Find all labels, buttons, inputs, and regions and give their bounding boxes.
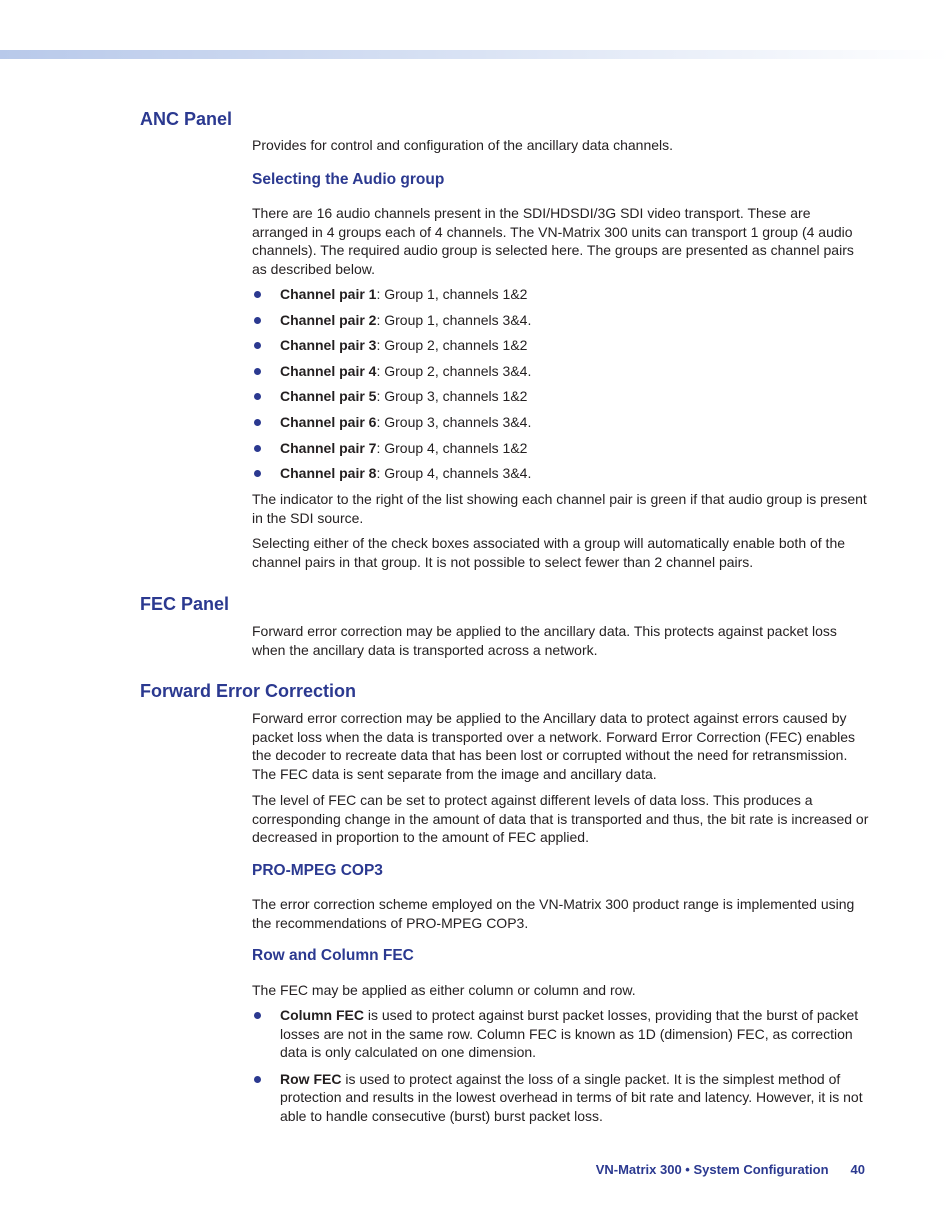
page-footer (560, 1162, 865, 1177)
bullet-icon (254, 393, 261, 400)
row-column-heading: Row and Column FEC (252, 947, 414, 964)
fec-type-label: Column FEC (280, 1007, 364, 1023)
channel-pair-text: : Group 3, channels 1&2 (376, 388, 528, 405)
fec-paragraph-2: The level of FEC can be set to protect against different levels of data loss. This produces a corresponding change in the amount of data that is transported and thus, the bit rate is increased or decreased in proportion to the amount of FEC applied. (252, 792, 869, 846)
list-item (252, 439, 870, 465)
list-item (252, 311, 870, 337)
fec-panel-paragraph: Forward error correction may be applied to the ancillary data. This protects against packet loss when the ancillary data is transported across a network. (252, 623, 837, 658)
channel-pair-text: : Group 4, channels 1&2 (376, 439, 528, 456)
channel-pair-label: Channel pair 1 (280, 286, 377, 302)
fec-paragraph-1: Forward error correction may be applied to the Ancillary data to protect against errors caused by packet loss when the data is transported over a network. Forward Error Correction (FEC) enables the decoder to recreate data that has been lost or corrupted without the need for retransmission. The FEC data is sent separate from the image and ancillary data. (252, 710, 856, 782)
channel-pair-label: Channel pair 4 (280, 362, 377, 379)
bullet-icon (254, 317, 261, 324)
row-column-paragraph: The FEC may be applied as either column or column and row. (252, 982, 636, 998)
header-gradient-band (0, 50, 950, 59)
bullet-icon (254, 342, 261, 349)
bullet-icon (254, 368, 261, 375)
fec-type-label: Row FEC (280, 1070, 342, 1087)
footer-title: VN-Matrix 300 • System Configuration (595, 1162, 829, 1177)
pro-mpeg-heading: PRO-MPEG COP3 (252, 862, 383, 879)
pro-mpeg-paragraph: The error correction scheme employed on the VN-Matrix 300 product range is implemented using the recommendations of PRO-MPEG COP3. (252, 896, 855, 931)
list-item (252, 285, 870, 311)
forward-error-correction-heading: Forward Error Correction (140, 681, 357, 701)
bullet-icon (254, 445, 261, 452)
list-item (252, 387, 870, 413)
indicator-paragraph: The indicator to the right of the list showing each channel pair is green if that audio group is present in the SDI source. (252, 491, 867, 526)
channel-pair-list (252, 285, 870, 490)
channel-pair-label: Channel pair 6 (280, 413, 377, 430)
bullet-icon (254, 1076, 261, 1083)
audio-group-heading: Selecting the Audio group (252, 171, 445, 188)
list-item (252, 362, 870, 388)
list-item (252, 336, 870, 362)
channel-pair-label: Channel pair 3 (280, 337, 377, 354)
bullet-icon (254, 419, 261, 426)
fec-type-text: is used to protect against the loss of a single packet. It is the simplest method of protection and results in the lowest overhead in terms of bit rate and latency. However, it is not able to handle consecutive (burst) burst packet loss. (280, 1070, 863, 1124)
channel-pair-text: : Group 4, channels 3&4. (376, 465, 532, 482)
audio-group-paragraph: There are 16 audio channels present in the SDI/HDSDI/3G SDI video transport. These are arranged in 4 groups each of 4 channels. The VN-Matrix 300 units can transport 1 group (4 audio channels). The required audio group is selected here. The groups are presented as channel pairs as described below. (252, 205, 854, 277)
fec-panel-heading: FEC Panel (140, 594, 230, 614)
channel-pair-label: Channel pair 7 (280, 439, 377, 456)
channel-pair-label: Channel pair 2 (280, 311, 377, 328)
channel-pair-text: : Group 2, channels 3&4. (376, 362, 532, 379)
checkbox-paragraph: Selecting either of the check boxes associated with a group will automatically enable both of the channel pairs in that group. It is not possible to select fewer than 2 channel pairs. (252, 535, 846, 570)
channel-pair-text: : Group 3, channels 3&4. (376, 413, 532, 430)
anc-panel-heading: ANC Panel (140, 109, 233, 129)
channel-pair-text: : Group 2, channels 1&2 (376, 337, 528, 354)
channel-pair-label: Channel pair 5 (280, 388, 377, 405)
anc-intro-paragraph: Provides for control and configuration of the ancillary data channels. (252, 137, 674, 153)
fec-type-text: is used to protect against burst packet losses, providing that the burst of packet losses are not in the same row. Column FEC is known as 1D (dimension) FEC, as correction data is only calculated on one dimension. (280, 1007, 859, 1061)
fec-type-list (252, 1006, 870, 1134)
channel-pair-text: : Group 1, channels 1&2 (376, 286, 528, 302)
list-item (252, 413, 870, 439)
bullet-icon (254, 1012, 261, 1019)
list-item (252, 1070, 870, 1126)
list-item (252, 1006, 870, 1062)
channel-pair-label: Channel pair 8 (280, 465, 377, 482)
channel-pair-text: : Group 1, channels 3&4. (376, 311, 532, 328)
bullet-icon (254, 291, 261, 298)
page-number: 40 (850, 1162, 865, 1177)
bullet-icon (254, 470, 261, 477)
list-item (252, 464, 870, 490)
